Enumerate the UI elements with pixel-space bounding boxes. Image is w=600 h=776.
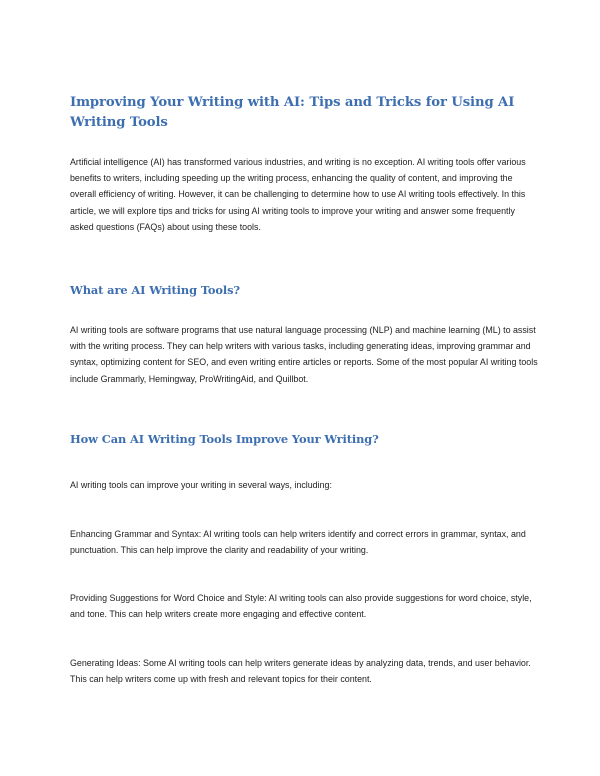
- section-body-what: AI writing tools are software programs that use natural language processing (NLP) and machine learning (ML) to assist with the writing process. They can help writers with various tasks, including generating ideas, improving grammar and syntax, optimizing content for SEO, and even writing entire articles or reports. Some of the most popular AI writing tools include Grammarly, Hemingway, ProWritingAid, and Quillbot.: [70, 325, 538, 384]
- section-intro-how: AI writing tools can improve your writing in several ways, including:: [70, 480, 332, 490]
- list-item: Generating Ideas: Some AI writing tools can help writers generate ideas by analyzing data, trends, and user behavior. This can help writers come up with fresh and relevant topics for their content.: [70, 658, 531, 685]
- page-title: Improving Your Writing with AI: Tips and Tricks for Using AI Writing Tools: [70, 95, 515, 130]
- list-item: Providing Suggestions for Word Choice and Style: AI writing tools can also provide suggestions for word choice, style, and tone. This can help writers create more engaging and effective content.: [70, 593, 532, 620]
- section-heading-what: What are AI Writing Tools?: [70, 283, 240, 297]
- list-item: Enhancing Grammar and Syntax: AI writing tools can help writers identify and correct errors in grammar, syntax, and punctuation. This can help improve the clarity and readability of your writing.: [70, 529, 526, 556]
- section-heading-how: How Can AI Writing Tools Improve Your Writing?: [70, 432, 379, 446]
- intro-paragraph: Artificial intelligence (AI) has transformed various industries, and writing is no exception. AI writing tools offer various benefits to writers, including speeding up the writing process, enhancing the quality of content, and improving the overall efficiency of writing. However, it can be challenging to determine how to use AI writing tools effectively. In this article, we will explore tips and tricks for using AI writing tools to improve your writing and answer some frequently asked questions (FAQs) about using these tools.: [70, 157, 526, 232]
